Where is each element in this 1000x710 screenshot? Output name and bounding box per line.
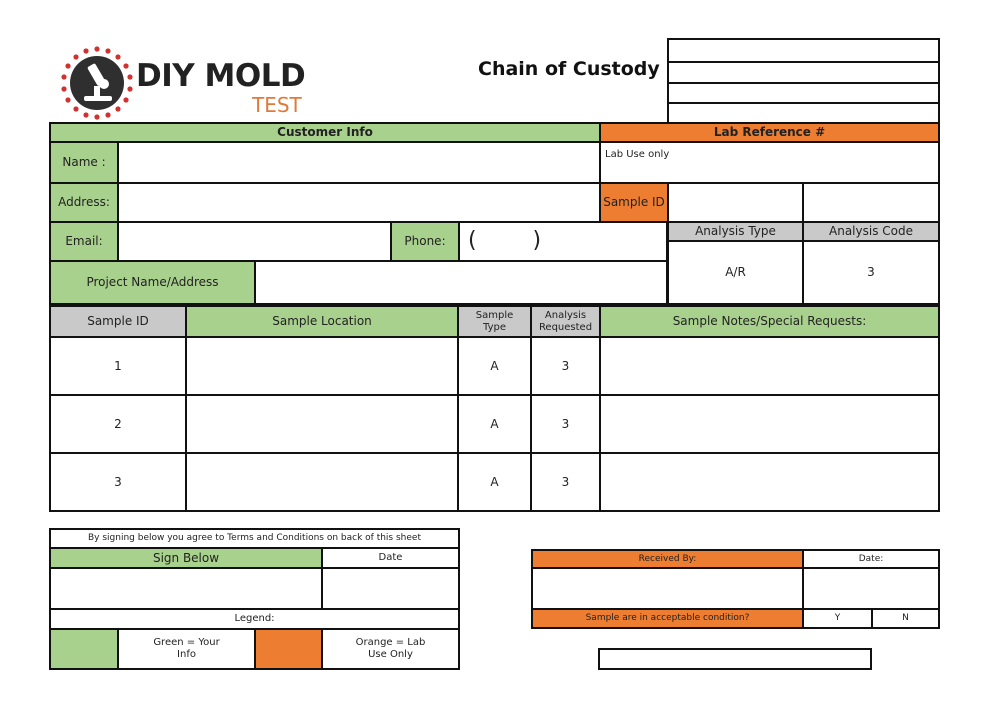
top-box-2[interactable] (667, 61, 940, 84)
table-row-2-type: A (457, 394, 532, 454)
email-label: Email: (49, 221, 119, 262)
analysis-code-value: 3 (802, 240, 940, 305)
analysis-type-header: Analysis Type (667, 221, 804, 242)
logo-text: DIY MOLD (136, 58, 306, 94)
sign-date-header: Date (321, 547, 460, 569)
table-row-2-location[interactable] (185, 394, 459, 454)
top-box-1[interactable] (667, 38, 940, 63)
microscope-icon (58, 44, 136, 122)
address-field[interactable] (117, 182, 601, 223)
logo-subtext: TEST (252, 93, 302, 117)
sample-id-column-header: Sample ID (49, 305, 187, 338)
legend-orange-swatch (254, 628, 323, 670)
project-field[interactable] (254, 260, 668, 305)
received-by-field[interactable] (531, 567, 804, 610)
top-box-4[interactable] (667, 102, 940, 124)
table-row-3-notes[interactable] (599, 452, 940, 512)
table-row-2-analysis: 3 (530, 394, 601, 454)
sample-id-field-2[interactable] (802, 182, 940, 223)
sample-type-column-header: Sample Type (457, 305, 532, 338)
phone-field[interactable]: ( ) (458, 221, 668, 262)
table-row-1-id: 1 (49, 336, 187, 396)
legend-green-text: Green = Your Info (117, 628, 256, 670)
lab-use-only: Lab Use only (599, 141, 940, 184)
address-label: Address: (49, 182, 119, 223)
condition-yes-box[interactable]: Y (802, 608, 873, 629)
lab-reference-header: Lab Reference # (599, 122, 940, 143)
table-row-2-notes[interactable] (599, 394, 940, 454)
analysis-requested-column-header: Analysis Requested (530, 305, 601, 338)
name-field[interactable] (117, 141, 601, 184)
table-row-1-analysis: 3 (530, 336, 601, 396)
customer-info-header: Customer Info (49, 122, 601, 143)
signature-field[interactable] (49, 567, 323, 610)
sample-notes-column-header: Sample Notes/Special Requests: (599, 305, 940, 338)
table-row-3-id: 3 (49, 452, 187, 512)
signature-date-field[interactable] (321, 567, 460, 610)
table-row-3-location[interactable] (185, 452, 459, 512)
sign-below-header: Sign Below (49, 547, 323, 569)
analysis-code-header: Analysis Code (802, 221, 940, 242)
table-row-1-type: A (457, 336, 532, 396)
legend-label: Legend: (49, 608, 460, 630)
sample-id-field[interactable] (667, 182, 804, 223)
legend-green-swatch (49, 628, 119, 670)
received-date-field[interactable] (802, 567, 940, 610)
table-row-3-analysis: 3 (530, 452, 601, 512)
sample-location-column-header: Sample Location (185, 305, 459, 338)
page-title: Chain of Custody (478, 58, 660, 80)
phone-label: Phone: (390, 221, 460, 262)
received-date-header: Date: (802, 549, 940, 569)
table-row-2-id: 2 (49, 394, 187, 454)
top-box-3[interactable] (667, 82, 940, 104)
legend-orange-text: Orange = Lab Use Only (321, 628, 460, 670)
analysis-type-value: A/R (667, 240, 804, 305)
table-row-1-location[interactable] (185, 336, 459, 396)
table-row-1-notes[interactable] (599, 336, 940, 396)
sample-condition-label: Sample are in acceptable condition? (531, 608, 804, 629)
condition-no-box[interactable]: N (871, 608, 940, 629)
name-label: Name : (49, 141, 119, 184)
terms-notice: By signing below you agree to Terms and Conditions on back of this sheet (49, 528, 460, 549)
sample-id-label: Sample ID (599, 182, 669, 223)
received-by-header: Received By: (531, 549, 804, 569)
project-label: Project Name/Address (49, 260, 256, 305)
table-row-3-type: A (457, 452, 532, 512)
email-field[interactable] (117, 221, 392, 262)
bottom-blank-box[interactable] (598, 648, 872, 670)
